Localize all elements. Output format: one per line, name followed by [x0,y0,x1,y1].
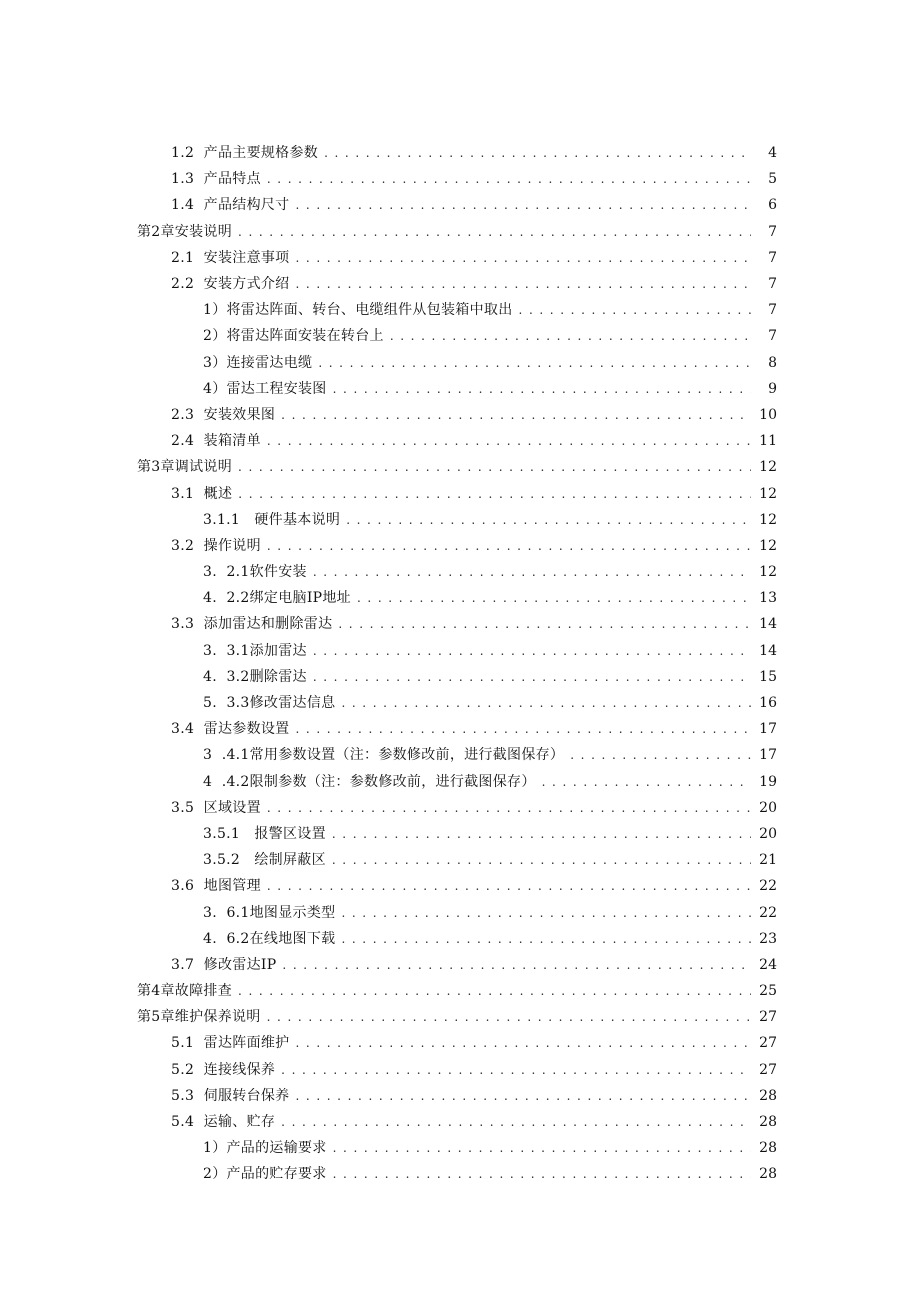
toc-entry[interactable] [0,219,920,245]
toc-dot-leader [313,642,751,660]
toc-page-number: 4 [768,145,777,162]
toc-page-number: 10 [759,406,777,423]
toc-entry-title: 3 .4.1常用参数设置（注：参数修改前，进行截图保存） [203,747,565,764]
toc-page-number: 25 [759,983,777,1000]
toc-dot-leader [238,223,751,241]
toc-entry[interactable] [0,638,920,664]
toc-entry-title: 4 .4.2限制参数（注：参数修改前，进行截图保存） [203,773,536,790]
toc-dot-leader [333,380,751,398]
toc-dot-leader [295,275,751,293]
toc-page-number: 9 [768,380,777,397]
toc-page-number: 20 [759,825,777,842]
toc-entry-title: 3.3 添加雷达和删除雷达 [171,616,333,633]
toc-entry-title: 3.7 修改雷达IP [171,956,277,973]
toc-entry-title: 1.2 产品主要规格参数 [171,145,319,162]
toc-entry-title: 5.4 运输、贮存 [171,1114,276,1131]
toc-page-number: 7 [768,276,777,293]
toc-entry-title: 3）连接雷达电缆 [203,354,313,371]
toc-entry-title: 1.4 产品结构尺寸 [171,197,290,214]
toc-entry[interactable] [0,952,920,978]
toc-entry[interactable] [0,454,920,480]
toc-dot-leader [238,485,751,503]
toc-dot-leader [519,301,751,319]
toc-page-number: 12 [759,564,777,581]
toc-page-number: 7 [768,223,777,240]
toc-page-number: 8 [768,354,777,371]
toc-page-number: 17 [759,721,777,738]
toc-dot-leader [333,1139,751,1157]
toc-entry[interactable] [0,192,920,218]
toc-entry-title: 3.5 区域设置 [171,799,261,816]
toc-dot-leader [281,406,751,424]
toc-entry-title: 3.5.1 报警区设置 [203,825,326,842]
toc-page-number: 7 [768,328,777,345]
toc-entry[interactable] [0,402,920,428]
toc-entry[interactable] [0,1004,920,1030]
toc-entry-title: 1）产品的运输要求 [203,1140,327,1157]
toc-entry-title: 第2章安装说明 [137,223,233,240]
toc-entry-title: 第4章故障排查 [137,983,233,1000]
toc-entry[interactable] [0,350,920,376]
toc-page-number: 14 [759,642,777,659]
toc-entry-title: 2.2 安装方式介绍 [171,276,290,293]
toc-page-number: 28 [759,1140,777,1157]
toc-entry-title: 3.4 雷达参数设置 [171,721,290,738]
toc-entry[interactable] [0,795,920,821]
toc-page-number: 27 [759,1035,777,1052]
toc-entry-title: 3. 6.1地图显示类型 [203,904,336,921]
toc-dot-leader [341,904,751,922]
toc-entry[interactable] [0,742,920,768]
toc-entry[interactable] [0,899,920,925]
toc-page-number: 17 [759,747,777,764]
toc-entry-title: 4）雷达工程安装图 [203,380,327,397]
toc-page-number: 12 [759,537,777,554]
toc-page-number: 28 [759,1166,777,1183]
toc-dot-leader [313,563,751,581]
toc-page-number: 13 [759,590,777,607]
toc-dot-leader [295,1034,751,1052]
toc-dot-leader [295,720,751,738]
toc-dot-leader [295,1087,751,1105]
toc-entry-title: 第3章调试说明 [137,459,233,476]
toc-entry[interactable] [0,978,920,1004]
toc-entry[interactable] [0,507,920,533]
toc-entry[interactable] [0,376,920,402]
toc-entry-title: 4. 2.2绑定电脑IP地址 [203,590,351,607]
toc-entry[interactable] [0,664,920,690]
toc-dot-leader [267,1008,751,1026]
toc-dot-leader [238,458,751,476]
toc-dot-leader [357,589,751,607]
toc-entry[interactable] [0,323,920,349]
toc-dot-leader [318,354,751,372]
toc-dot-leader [295,196,751,214]
toc-page-number: 15 [759,668,777,685]
toc-entry-title: 2）产品的贮存要求 [203,1166,327,1183]
toc-entry[interactable] [0,585,920,611]
toc-entry[interactable] [0,1109,920,1135]
toc-dot-leader [267,537,751,555]
toc-entry[interactable] [0,245,920,271]
toc-entry[interactable] [0,847,920,873]
toc-entry-title: 3.6 地图管理 [171,878,261,895]
toc-entry-title: 2.3 安装效果图 [171,406,276,423]
toc-entry[interactable] [0,140,920,166]
toc-page-number: 12 [759,511,777,528]
toc-entry-title: 3.2 操作说明 [171,537,261,554]
toc-entry-title: 1）将雷达阵面、转台、电缆组件从包装箱中取出 [203,302,513,319]
toc-entry[interactable] [0,873,920,899]
toc-dot-leader [390,327,751,345]
toc-entry[interactable] [0,533,920,559]
toc-entry-title: 2.1 安装注意事项 [171,249,290,266]
toc-dot-leader [338,615,751,633]
toc-entry-title: 5.2 连接线保养 [171,1061,276,1078]
toc-page-number: 20 [759,799,777,816]
toc-dot-leader [346,511,751,529]
toc-page-number: 22 [759,904,777,921]
toc-page-number: 22 [759,878,777,895]
toc-entry[interactable] [0,716,920,742]
toc-dot-leader [295,249,751,267]
toc-entry-title: 1.3 产品特点 [171,171,261,188]
toc-entry[interactable] [0,926,920,952]
toc-entry-title: 4. 6.2在线地图下载 [203,930,336,947]
toc-dot-leader [333,1165,751,1183]
toc-entry[interactable] [0,1057,920,1083]
toc-page-number: 7 [768,302,777,319]
toc-entry[interactable] [0,821,920,847]
toc-entry[interactable] [0,297,920,323]
toc-page-number: 7 [768,249,777,266]
toc-page-number: 14 [759,616,777,633]
toc-entry[interactable] [0,1030,920,1056]
toc-entry[interactable] [0,1083,920,1109]
toc-dot-leader [341,930,751,948]
toc-entry-title: 4. 3.2删除雷达 [203,668,307,685]
toc-entry[interactable] [0,480,920,506]
toc-dot-leader [332,851,751,869]
toc-dot-leader [542,773,751,791]
toc-page-number: 21 [759,852,777,869]
toc-dot-leader [267,799,751,817]
toc-entry[interactable] [0,428,920,454]
toc-entry-title: 5.1 雷达阵面维护 [171,1035,290,1052]
toc-entry-title: 2.4 装箱清单 [171,433,261,450]
toc-dot-leader [341,694,751,712]
toc-page-number: 28 [759,1114,777,1131]
toc-page-number: 6 [768,197,777,214]
toc-dot-leader [267,170,751,188]
toc-entry-title: 2）将雷达阵面安装在转台上 [203,328,384,345]
toc-page-number: 27 [759,1061,777,1078]
toc-page-number: 11 [759,433,777,450]
toc-entry-title: 3. 2.1软件安装 [203,564,307,581]
toc-dot-leader [267,877,751,895]
toc-entry[interactable] [0,559,920,585]
toc-dot-leader [332,825,751,843]
toc-dot-leader [281,1061,751,1079]
toc-entry[interactable] [0,769,920,795]
toc-page-number: 12 [759,459,777,476]
toc-dot-leader [324,144,751,162]
toc-entry-title: 3.1.1 硬件基本说明 [203,511,341,528]
toc-dot-leader [281,1113,751,1131]
toc-page-number: 12 [759,485,777,502]
toc-entry[interactable] [0,1135,920,1161]
toc-dot-leader [267,432,751,450]
toc-entry-title: 3.5.2 绘制屏蔽区 [203,852,326,869]
toc-entry[interactable] [0,690,920,716]
toc-entry-title: 3.1 概述 [171,485,233,502]
toc-page-number: 28 [759,1087,777,1104]
toc-dot-leader [282,956,751,974]
toc-entry-title: 5.3 伺服转台保养 [171,1087,290,1104]
toc-dot-leader [313,668,751,686]
toc-page-number: 19 [759,773,777,790]
toc-page-number: 23 [759,930,777,947]
toc-page-number: 27 [759,1009,777,1026]
toc-page-number: 24 [759,956,777,973]
toc-dot-leader [570,746,751,764]
toc-entry[interactable] [0,271,920,297]
toc-dot-leader [238,982,751,1000]
toc-entry-title: 5. 3.3修改雷达信息 [203,695,336,712]
toc-page-number: 16 [759,695,777,712]
table-of-contents [0,140,920,1188]
toc-entry-title: 3. 3.1添加雷达 [203,642,307,659]
toc-entry[interactable] [0,611,920,637]
toc-entry[interactable] [0,166,920,192]
toc-page-number: 5 [768,171,777,188]
toc-entry-title: 第5章维护保养说明 [137,1009,261,1026]
toc-entry[interactable] [0,1161,920,1187]
